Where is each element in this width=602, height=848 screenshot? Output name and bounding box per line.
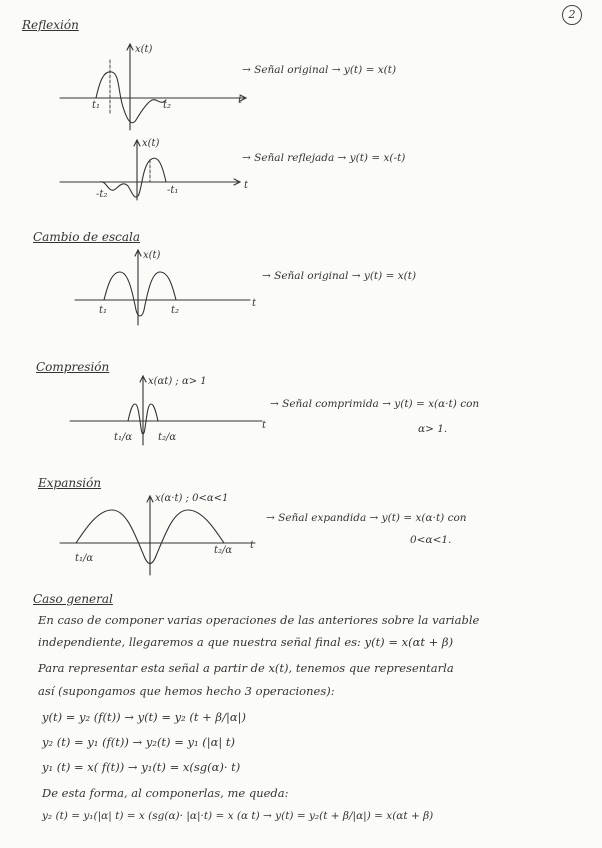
expansion-t1: t₁/α	[75, 553, 94, 564]
expansion-xlabel: t	[250, 540, 255, 551]
expansion-description-line2: 0<α<1.	[410, 534, 452, 546]
compresion-ylabel: x(αt) ; α> 1	[148, 376, 207, 387]
graph1-t2: t₂	[163, 100, 172, 111]
caso-general-line-5: y(t) = y₂ (f(t)) → y(t) = y₂ (t + β/|α|)	[42, 710, 246, 724]
caso-general-line-2: independiente, llegaremos a que nuestra señal final es: y(t) = x(αt + β)	[38, 635, 454, 649]
caso-general-line-1: En caso de componer varias operaciones de las anteriores sobre la variable	[38, 613, 480, 627]
expansion-description-line1: → Señal expandida → y(t) = x(α·t) con	[266, 512, 467, 524]
page-number: 2	[562, 5, 582, 25]
compresion-xlabel: t	[262, 420, 267, 431]
caso-general-line-3: Para representar esta señal a partir de x(t), tenemos que representarla	[38, 661, 454, 675]
section-title-reflexion: Reflexión	[22, 18, 79, 32]
escala-xlabel: t	[252, 298, 257, 309]
caso-general-line-7: y₁ (t) = x( f(t)) → y₁(t) = x(sg(α)· t)	[42, 760, 241, 774]
graph2-t2: -t₁	[167, 185, 179, 196]
graph1-t1: t₁	[92, 100, 101, 111]
graph2-t1: -t₂	[96, 189, 108, 200]
caso-general-line-6: y₂ (t) = y₁ (f(t)) → y₂(t) = y₁ (|α| t)	[42, 735, 236, 749]
graph2-ylabel: x(t)	[142, 138, 160, 149]
escala-t1: t₁	[99, 305, 108, 316]
graph1-ylabel: x(t)	[135, 44, 153, 55]
escala-t2: t₂	[171, 305, 180, 316]
expansion-ylabel: x(α·t) ; 0<α<1	[155, 493, 229, 504]
caso-general-line-8: De esta forma, al componerlas, me queda:	[42, 786, 289, 800]
caso-general-line-4: así (supongamos que hemos hecho 3 operaciones):	[38, 684, 335, 698]
section-title-caso-general: Caso general	[33, 592, 113, 606]
escala-description: → Señal original → y(t) = x(t)	[262, 270, 417, 282]
compresion-t2: t₂/α	[158, 432, 177, 443]
compresion-description-line2: α> 1.	[418, 423, 448, 435]
compresion-t1: t₁/α	[114, 432, 133, 443]
graph1-xlabel: t	[238, 95, 243, 106]
graph1-description: → Señal original → y(t) = x(t)	[242, 64, 397, 76]
section-title-expansion: Expansión	[38, 476, 102, 490]
compresion-description-line1: → Señal comprimida → y(t) = x(α·t) con	[270, 398, 480, 410]
graph2-description: → Señal reflejada → y(t) = x(-t)	[242, 152, 406, 164]
section-title-escala: Cambio de escala	[33, 230, 140, 244]
section-title-compresion: Compresión	[36, 360, 110, 374]
escala-ylabel: x(t)	[143, 250, 161, 261]
caso-general-line-9: y₂ (t) = y₁(|α| t) = x (sg(α)· |α|·t) = x (α t) → y(t) = y₂(t + β/|α|) = x(αt + β)	[42, 810, 434, 822]
expansion-t2: t₂/α	[214, 545, 233, 556]
graph2-xlabel: t	[244, 180, 249, 191]
